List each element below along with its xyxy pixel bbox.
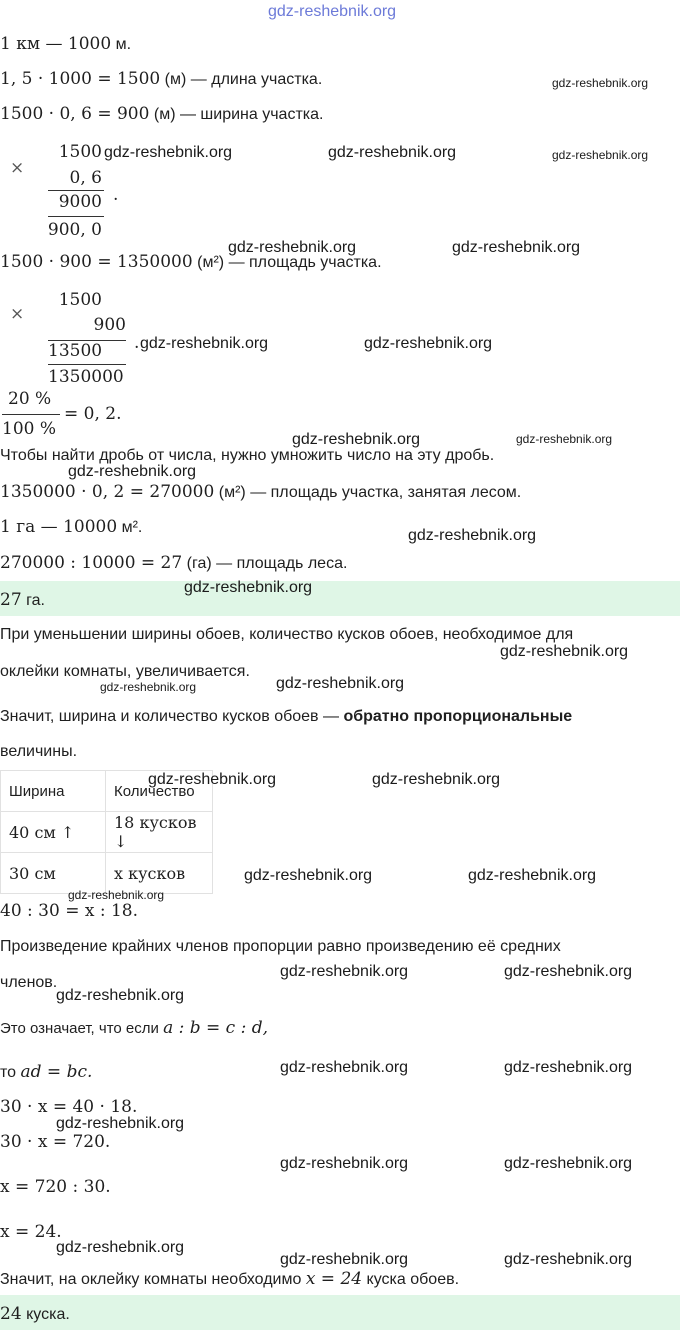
line-width [0, 104, 323, 124]
mul2-rule2 [48, 364, 126, 365]
fraction-bar [2, 414, 60, 415]
watermark: gdz-reshebnik.org [328, 144, 457, 161]
answer-2 [0, 1304, 70, 1324]
table-row [1, 812, 213, 853]
watermark: gdz-reshebnik.org [280, 1251, 409, 1268]
watermark: gdz-reshebnik.org [516, 432, 613, 446]
math: 1350000 · 0, 2 = 270000 [0, 482, 215, 502]
watermark: gdz-reshebnik.org [244, 867, 373, 884]
multiply-sign: × [10, 158, 25, 178]
watermark: gdz-reshebnik.org [56, 987, 185, 1004]
text: (м) — ширина участка. [149, 106, 324, 123]
answer-band-1 [0, 581, 680, 616]
watermark: gdz-reshebnik.org [104, 144, 233, 161]
watermark: gdz-reshebnik.org [552, 76, 649, 90]
math: 27 [0, 590, 22, 610]
table-header-cell: Количество [106, 771, 213, 812]
watermark: gdz-reshebnik.org [280, 963, 409, 980]
text: (га) — площадь леса. [182, 555, 348, 572]
watermark: gdz-reshebnik.org [148, 771, 277, 788]
math: x = 24 [305, 1269, 363, 1289]
watermark: gdz-reshebnik.org [500, 643, 629, 660]
paragraph-3-line-1: Произведение крайних членов пропорции равно произведению её средних [0, 938, 561, 955]
table-header-cell: Ширина [1, 771, 106, 812]
mul2-factor-a: 1500 [58, 290, 102, 310]
math: 270000 : 10000 = 27 [0, 553, 183, 573]
watermark: gdz-reshebnik.org [504, 963, 633, 980]
equation-3: x = 720 : 30. [0, 1177, 111, 1197]
mul2-dot: . [134, 333, 140, 353]
watermark: gdz-reshebnik.org [68, 463, 197, 480]
watermark: gdz-reshebnik.org [280, 1155, 409, 1172]
mul1-rule [48, 190, 104, 191]
watermark: gdz-reshebnik.org [408, 527, 537, 544]
conclusion [0, 1269, 459, 1289]
text: куска обоев. [362, 1271, 460, 1288]
watermark: gdz-reshebnik.org [452, 239, 581, 256]
text: м. [111, 36, 132, 53]
text: то [0, 1064, 21, 1081]
watermark: gdz-reshebnik.org [504, 1251, 633, 1268]
math: 1, 5 · 1000 = 1500 [0, 69, 161, 89]
line-km [0, 34, 131, 54]
answer-band-2 [0, 1295, 680, 1330]
text: (м²) — площадь участка, занятая лесом. [214, 484, 522, 501]
text: га. [21, 592, 45, 609]
mul1-rule2 [48, 216, 104, 217]
paragraph-1-line-1: При уменьшении ширины обоев, количество кусков обоев, необходимое для [0, 626, 574, 643]
mul1-factor-a: 1500 [58, 142, 102, 162]
watermark: gdz-reshebnik.org [140, 335, 269, 352]
watermark-top: gdz-reshebnik.org [268, 3, 397, 20]
proportion: 40 : 30 = x : 18. [0, 901, 139, 921]
paragraph-5 [0, 1062, 92, 1082]
text: куска. [21, 1306, 70, 1323]
mul2-partial: 13500 [48, 341, 103, 361]
mul1-partial: 9000 [58, 192, 102, 212]
answer-1 [0, 590, 45, 610]
text: Это означает, что если [0, 1020, 164, 1037]
watermark: gdz-reshebnik.org [100, 680, 197, 694]
mul1-factor-b: 0, 6 [69, 168, 102, 188]
watermark: gdz-reshebnik.org [504, 1059, 633, 1076]
math: 1500 · 900 = 1350000 [0, 252, 193, 272]
watermark: gdz-reshebnik.org [184, 579, 313, 596]
mul2-result: 1350000 [48, 367, 124, 387]
watermark: gdz-reshebnik.org [56, 1239, 185, 1256]
math: a : b = c : d, [163, 1018, 269, 1038]
equation-4: x = 24. [0, 1222, 62, 1242]
paragraph-4 [0, 1018, 268, 1038]
mul1-result: 900, 0 [47, 220, 102, 240]
table-cell: x кусков [106, 853, 213, 894]
watermark: gdz-reshebnik.org [292, 431, 421, 448]
line-forest [0, 482, 521, 502]
watermark: gdz-reshebnik.org [280, 1059, 409, 1076]
multiply-sign: × [10, 304, 25, 324]
paragraph-3-line-2: членов. [0, 974, 58, 991]
text: Значит, ширина и количество кусков обоев — [0, 708, 344, 725]
bold-term: обратно пропорциональные [343, 708, 573, 725]
watermark: gdz-reshebnik.org [468, 867, 597, 884]
table-cell: 30 см [1, 853, 106, 894]
rule-text: Чтобы найти дробь от числа, нужно умножить число на эту дробь. [0, 447, 495, 464]
table-cell: 18 кусков ↓ [106, 812, 213, 853]
paragraph-2-line-2: величины. [0, 743, 78, 760]
watermark: gdz-reshebnik.org [56, 1115, 185, 1132]
watermark: gdz-reshebnik.org [372, 771, 501, 788]
math: 1500 · 0, 6 = 900 [0, 104, 150, 124]
math: ad = bc. [20, 1062, 93, 1082]
fraction-denominator: 100 % [2, 419, 57, 439]
text: (м) — длина участка. [160, 71, 323, 88]
fraction-result: = 0, 2. [64, 404, 122, 424]
math: 24 [0, 1304, 22, 1324]
table-cell: 40 см ↑ [1, 812, 106, 853]
watermark: gdz-reshebnik.org [276, 675, 405, 692]
equation-2: 30 · x = 720. [0, 1132, 111, 1152]
watermark: gdz-reshebnik.org [68, 888, 165, 902]
paragraph-2-line-1 [0, 708, 572, 726]
watermark: gdz-reshebnik.org [364, 335, 493, 352]
mul2-factor-b: 900 [93, 315, 126, 335]
paragraph-1-line-2: оклейки комнаты, увеличивается. [0, 663, 250, 680]
watermark: gdz-reshebnik.org [552, 148, 649, 162]
watermark: gdz-reshebnik.org [504, 1155, 633, 1172]
text: Значит, на оклейку комнаты необходимо [0, 1271, 306, 1288]
mul1-dot: . [113, 185, 119, 205]
text: (м²) — площадь участка. [192, 254, 382, 271]
line-forest-area [0, 553, 347, 573]
math: 1 км — 1000 [0, 34, 112, 54]
fraction-numerator: 20 % [8, 389, 52, 409]
equation-1: 30 · x = 40 · 18. [0, 1097, 138, 1117]
line-length [0, 69, 322, 89]
watermark: gdz-reshebnik.org [228, 239, 357, 256]
text: м². [117, 519, 143, 536]
math: 1 га — 10000 [0, 517, 118, 537]
line-ha [0, 517, 142, 537]
